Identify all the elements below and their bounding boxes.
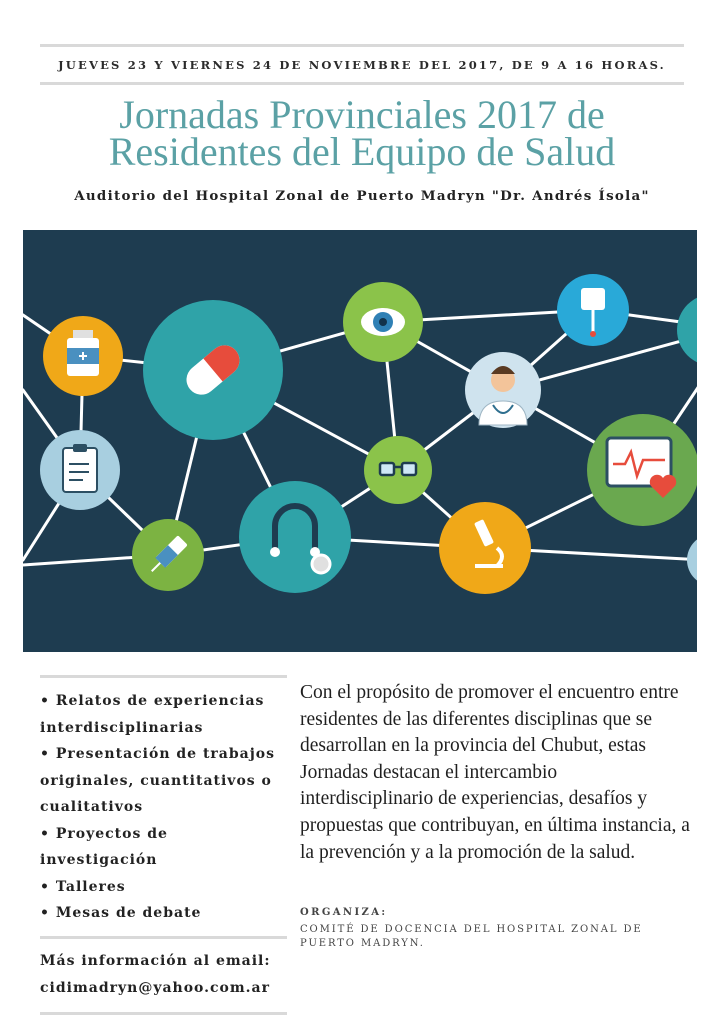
heart-monitor-icon: [587, 414, 697, 526]
top-rule: [40, 44, 684, 47]
microscope-icon: [439, 502, 531, 594]
contact-rule: [40, 936, 287, 939]
list-item: • Proyectos de investigación: [40, 821, 290, 874]
edge-circle-bottom-right: [687, 534, 697, 586]
pill-capsule-icon: [143, 300, 283, 440]
eye-icon: [343, 282, 423, 362]
page-title: [20, 92, 704, 174]
list-item: • Presentación de trabajos originales, cuantitativos o cualitativos: [40, 741, 290, 821]
purpose-paragraph: Con el propósito de promover el encuentro entre residentes de las diferentes disciplinas que se desarrollan en la provincia del Chubut, estas Jornadas destacan el intercambio interdisciplinario de experiencias, desafíos y propuestas que contribuyan, en última instancia, a la prevención y a la promoción de la salud.: [300, 682, 690, 863]
venue: Auditorio del Hospital Zonal de Puerto Madryn "Dr. Andrés Ísola": [74, 188, 650, 204]
stethoscope-icon: [239, 481, 351, 593]
hero-illustration: [23, 230, 697, 652]
doctor-icon: [465, 352, 541, 428]
title-line-2: Residentes del Equipo de Salud: [108, 129, 616, 174]
bottom-rule: [40, 1012, 287, 1015]
list-item: • Mesas de debate: [40, 900, 290, 927]
glasses-icon: [364, 436, 432, 504]
network-graphic: [23, 230, 697, 652]
clipboard-icon: [40, 430, 120, 510]
left-top-rule: [40, 675, 287, 678]
organizer-text: COMITÉ DE DOCENCIA DEL HOSPITAL ZONAL DE PUERTO MADRYN.: [300, 924, 643, 949]
edge-circle-right: [677, 294, 697, 366]
event-date: JUEVES 23 Y VIERNES 24 DE NOVIEMBRE DEL 2017, DE 9 A 16 HORAS.: [58, 58, 666, 72]
syringe-icon: [132, 519, 204, 591]
title-line-1: Jornadas Provinciales 2017 de: [119, 92, 605, 137]
list-item: • Relatos de experiencias interdisciplinarias: [40, 688, 290, 741]
contact-email[interactable]: cidimadryn@yahoo.com.ar: [40, 980, 270, 996]
topics-list: [40, 688, 290, 927]
medicine-bottle-icon: [43, 316, 123, 396]
contact-label: Más información al email:: [40, 953, 271, 969]
organizer-label: ORGANIZA:: [300, 907, 388, 918]
iv-drip-icon: [557, 274, 629, 346]
date-rule: [40, 82, 684, 85]
list-item: • Talleres: [40, 874, 290, 901]
